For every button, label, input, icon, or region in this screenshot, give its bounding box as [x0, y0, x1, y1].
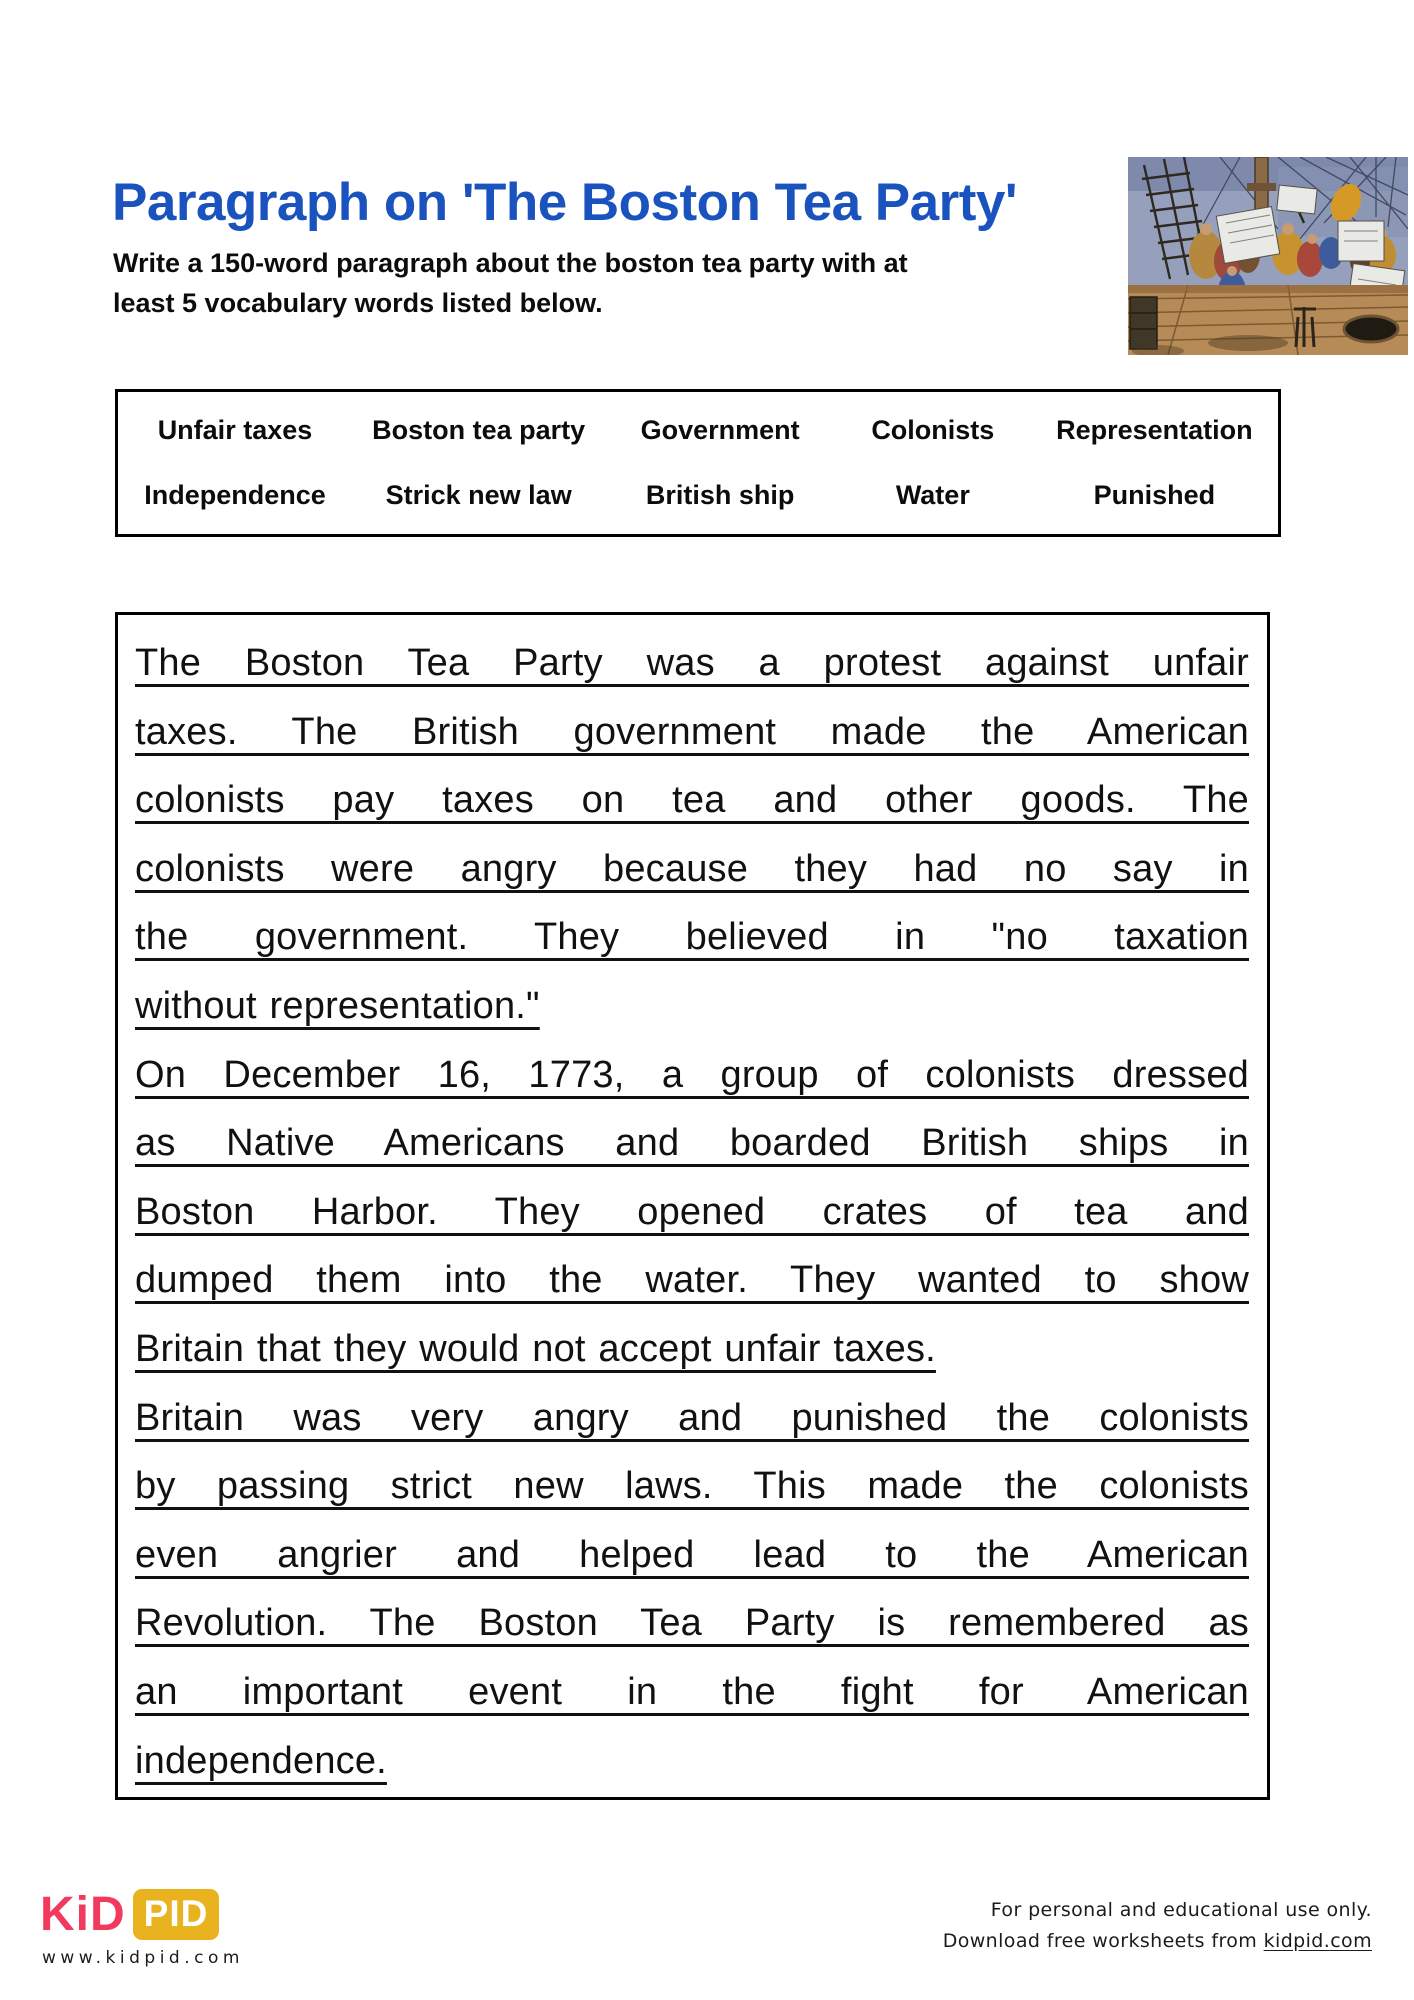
- vocab-word-government: Government: [640, 415, 800, 445]
- essay-line: The Boston Tea Party was a protest against unfair: [135, 642, 1249, 684]
- usage-note-line-2-text: Download free worksheets from: [942, 1930, 1264, 1952]
- essay-line: as Native Americans and boarded British ships in: [135, 1122, 1249, 1165]
- essay-line: even angrier and helped lead to the American: [135, 1533, 1249, 1576]
- instructions-line-1: Write a 150-word paragraph about the boston tea party with at: [113, 248, 908, 278]
- boston-tea-party-illustration: [1128, 157, 1408, 355]
- essay-line: the government. They believed in "no taxation: [135, 916, 1249, 959]
- essay-line: independence.: [135, 1739, 387, 1782]
- vocabulary-box: [115, 389, 1281, 537]
- essay-answer-box: [115, 612, 1270, 1800]
- essay-line: On December 16, 1773, a group of colonists dressed: [135, 1053, 1249, 1096]
- instructions-text: [113, 243, 908, 323]
- vocab-word-unfair-taxes: Unfair taxes: [157, 415, 313, 445]
- essay-line: Boston Harbor. They opened crates of tea and: [135, 1190, 1249, 1233]
- kidpid-link[interactable]: kidpid.com: [1263, 1930, 1372, 1952]
- essay-line: an important event in the fight for American: [135, 1670, 1249, 1713]
- kidpid-website-url: www.kidpid.com: [42, 1948, 244, 1968]
- kidpid-logo: [40, 1889, 219, 1940]
- vocab-word-representation: Representation: [1056, 415, 1253, 445]
- vocab-word-boston-tea-party: Boston tea party: [372, 415, 586, 445]
- vocab-word-british-ship: British ship: [645, 480, 795, 510]
- essay-line: colonists pay taxes on tea and other goods. The: [135, 779, 1249, 822]
- essay-line: taxes. The British government made the American: [135, 710, 1249, 753]
- kidpid-logo-pid: PID: [133, 1889, 220, 1940]
- essay-line: dumped them into the water. They wanted to show: [135, 1259, 1249, 1302]
- essay-line: Britain was very angry and punished the colonists: [135, 1396, 1249, 1439]
- vocab-word-colonists: Colonists: [871, 415, 995, 445]
- essay-line: colonists were angry because they had no say in: [135, 847, 1249, 890]
- vocab-word-strick-new-law: Strick new law: [385, 480, 572, 510]
- essay-line: Revolution. The Boston Tea Party is remembered as: [135, 1602, 1249, 1645]
- vocab-word-independence: Independence: [144, 480, 326, 510]
- essay-line: without representation.": [135, 984, 540, 1027]
- usage-note: [943, 1895, 1372, 1957]
- essay-line: Britain that they would not accept unfair taxes.: [135, 1327, 936, 1370]
- page-title: Paragraph on 'The Boston Tea Party': [112, 172, 1017, 232]
- kidpid-logo-kid: KiD: [40, 1887, 126, 1941]
- vocab-word-water: Water: [895, 480, 970, 510]
- usage-note-line-2: [943, 1926, 1372, 1957]
- essay-line: by passing strict new laws. This made the colonists: [135, 1465, 1249, 1508]
- vocab-word-punished: Punished: [1093, 480, 1216, 510]
- boston-tea-party-image: [1128, 157, 1408, 355]
- usage-note-line-1: For personal and educational use only.: [990, 1899, 1372, 1921]
- instructions-line-2: least 5 vocabulary words listed below.: [113, 288, 603, 318]
